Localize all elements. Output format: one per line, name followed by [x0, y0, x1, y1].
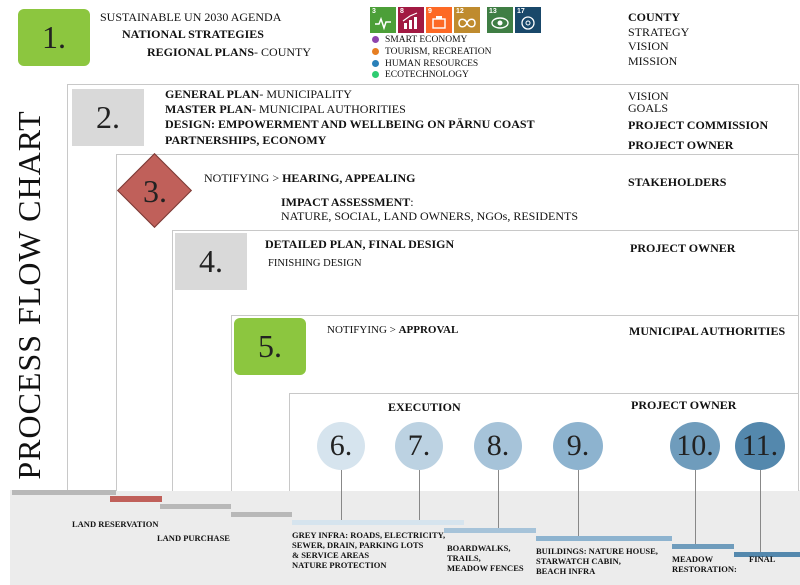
meadow-line: MEADOW: [672, 554, 714, 564]
step11-stem: [760, 470, 761, 552]
legend-label: HUMAN RESOURCES: [385, 59, 479, 69]
step7-circle: [395, 422, 443, 470]
stage4-detailed-plan: DETAILED PLAN, FINAL DESIGN: [265, 237, 455, 251]
legend-label: TOURISM, RECREATION: [385, 47, 492, 57]
step6-circle: [317, 422, 365, 470]
step8-number: 8.: [486, 429, 510, 462]
stage1-agenda: SUSTAINABLE UN 2030 AGENDA: [100, 10, 282, 24]
stage3-notifying: [204, 172, 415, 185]
meadow-line: RESTORATION:: [672, 564, 737, 574]
stage5-notifying: [327, 324, 458, 337]
step11-circle: [735, 422, 785, 470]
step9-number: 9.: [566, 429, 590, 462]
stage3-impact-colon: :: [410, 195, 414, 209]
sdg-12-icon: 12: [454, 7, 480, 33]
legend-item: [372, 70, 469, 81]
stage2-number: 2.: [96, 99, 120, 135]
stage1-number-box: [18, 9, 90, 66]
step9-stem: [578, 470, 579, 536]
label-boardwalks: [447, 543, 524, 573]
stage2-right-commission: PROJECT COMMISSION: [628, 118, 769, 132]
step7-number: 7.: [407, 429, 431, 462]
sdg-3-icon: 3: [370, 7, 396, 33]
legend-item: [372, 47, 491, 58]
step8-circle: [474, 422, 522, 470]
stage2-partnerships: PARTNERSHIPS, ECONOMY: [165, 133, 327, 147]
sdg-8-icon: 8: [398, 7, 424, 33]
stage2-general-plan: [165, 88, 352, 101]
step6-number: 6.: [329, 429, 353, 462]
stage2-right-owner: PROJECT OWNER: [628, 138, 734, 152]
sdg-13-icon: 13: [487, 7, 513, 33]
step11-number: 11.: [741, 429, 779, 462]
stage1-right-mission: MISSION: [628, 54, 678, 68]
grey-infra-line: & SERVICE AREAS: [292, 550, 370, 560]
stage5-number: 5.: [258, 328, 282, 364]
timeline-segment-grey-infra: [292, 520, 464, 525]
stage3-impact-items: NATURE, SOCIAL, LAND OWNERS, NGOs, RESIDENTS: [281, 209, 578, 223]
stage5-notify-bold: APPROVAL: [398, 324, 459, 336]
step10-number: 10.: [676, 429, 714, 462]
sdg-9-icon: 9: [426, 7, 452, 33]
grey-infra-line: GREY INFRA: ROADS, ELECTRICITY,: [292, 530, 446, 540]
stage4-finishing: FINISHING DESIGN: [268, 258, 362, 269]
stage3-impact-title: [281, 196, 414, 209]
legend-dot: [372, 71, 379, 78]
stage5-notify-prefix: NOTIFYING >: [327, 324, 399, 336]
stage2-master-plan: [165, 103, 406, 116]
buildings-line: BEACH INFRA: [536, 566, 596, 576]
stage3-notify-bold: HEARING, APPEALING: [282, 171, 416, 185]
boardwalks-line: TRAILS,: [447, 553, 481, 563]
step7-stem: [419, 470, 420, 522]
timeline-segment-design: [231, 512, 292, 517]
timeline-segment-boardwalks: [444, 528, 536, 533]
stage1-right-vision: VISION: [628, 39, 669, 53]
timeline-segment-buildings: [536, 536, 672, 541]
stage2-general-plan-bold: GENERAL PLAN: [165, 87, 260, 101]
stage2-number-box: [72, 89, 144, 146]
label-meadow: [672, 554, 737, 574]
timeline-segment-start: [12, 490, 116, 495]
buildings-line: BUILDINGS: NATURE HOUSE,: [536, 546, 658, 556]
label-buildings: [536, 546, 658, 576]
stage4-right-owner: PROJECT OWNER: [630, 241, 736, 255]
legend-dot: [372, 36, 379, 43]
stage2-design: DESIGN: EMPOWERMENT AND WELLBEING ON PÄRNU COAST: [165, 117, 535, 131]
label-land-purchase: LAND PURCHASE: [157, 533, 230, 543]
stage3-number: 3.: [143, 172, 167, 209]
stage4-number: 4.: [199, 243, 223, 279]
stage3-notify-prefix: NOTIFYING >: [204, 171, 283, 185]
legend-dot: [372, 48, 379, 55]
label-land-reservation: LAND RESERVATION: [72, 519, 159, 529]
legend-item: [372, 35, 467, 46]
timeline-segment-land-reservation: [110, 496, 162, 502]
execution-title: EXECUTION: [388, 400, 461, 414]
stage1-right-strategy: STRATEGY: [628, 25, 690, 39]
stage4-number-box: [175, 233, 247, 290]
stage3-impact-bold: IMPACT ASSESSMENT: [281, 195, 411, 209]
stage3-right-stakeholders: STAKEHOLDERS: [628, 175, 727, 189]
step9-circle: [553, 422, 603, 470]
step10-stem: [695, 470, 696, 544]
sdg-17-icon: 17: [515, 7, 541, 33]
stage1-regional: [147, 46, 311, 59]
timeline-segment-meadow: [672, 544, 734, 549]
boardwalks-line: BOARDWALKS,: [447, 543, 511, 553]
stage2-general-plan-rest: - MUNICIPALITY: [259, 87, 352, 101]
stage2-master-plan-rest: - MUNICIPAL AUTHORITIES: [252, 102, 406, 116]
step6-stem: [341, 470, 342, 520]
stage1-right-county: COUNTY: [628, 10, 681, 24]
stage1-regional-rest: - COUNTY: [254, 45, 312, 59]
step8-stem: [498, 470, 499, 528]
legend-label: SMART ECONOMY: [385, 35, 468, 45]
grey-infra-line: SEWER, DRAIN, PARKING LOTS: [292, 540, 424, 550]
buildings-line: STARWATCH CABIN,: [536, 556, 621, 566]
stage5-number-box: [234, 318, 306, 375]
legend-dot: [372, 60, 379, 67]
stage3-number-box: [120, 162, 190, 220]
stage2-master-plan-bold: MASTER PLAN: [165, 102, 253, 116]
stage1-national: NATIONAL STRATEGIES: [122, 27, 264, 41]
execution-owner: PROJECT OWNER: [631, 398, 737, 412]
legend-label: ECOTECHNOLOGY: [385, 70, 469, 80]
stage1-regional-bold: REGIONAL PLANS: [147, 45, 255, 59]
boardwalks-line: MEADOW FENCES: [447, 563, 524, 573]
stage1-number: 1.: [42, 19, 66, 55]
chart-title: PROCESS FLOW CHART: [11, 110, 47, 480]
label-grey-infra: [292, 530, 445, 570]
grey-infra-line: NATURE PROTECTION: [292, 560, 387, 570]
stage5-right-authorities: MUNICIPAL AUTHORITIES: [629, 324, 786, 338]
legend-item: [372, 59, 478, 70]
step10-circle: [670, 422, 720, 470]
stage2-right-goals: GOALS: [628, 101, 669, 115]
stage2-right-vision: VISION: [628, 89, 669, 103]
timeline-segment-land-purchase: [160, 504, 231, 509]
label-final: FINAL: [749, 554, 776, 564]
